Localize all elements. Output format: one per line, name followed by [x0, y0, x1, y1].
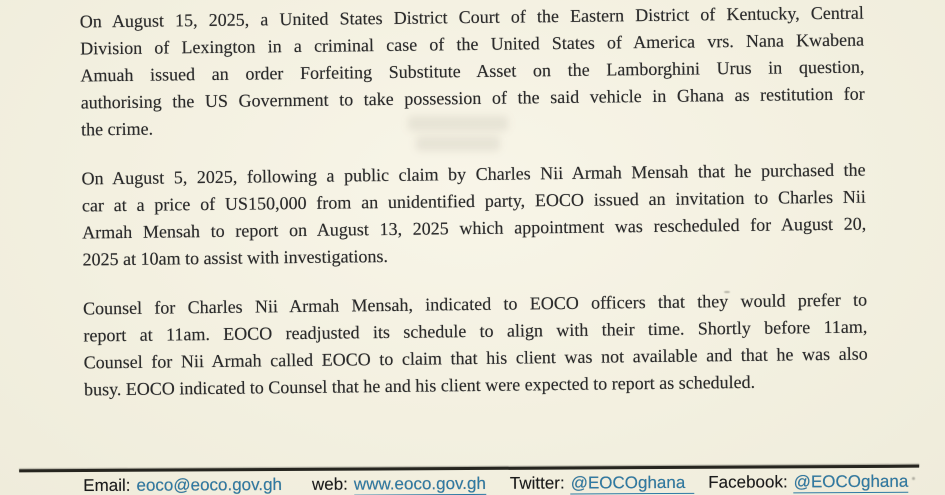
footer-facebook: [708, 471, 908, 494]
twitter-link[interactable]: @EOCOghana: [571, 472, 695, 495]
footer-twitter: [510, 472, 695, 495]
text-line: 2025 at 10am to assist with investigations.: [82, 245, 389, 270]
facebook-label: Facebook:: [708, 472, 788, 492]
text-line: Division of Lexington in a criminal case of the United States of America vrs. Nana Kwabena: [80, 29, 865, 59]
text-line: the crime.: [80, 118, 154, 140]
twitter-label: Twitter:: [509, 473, 565, 493]
text-line: On August 5, 2025, following a public claim by Charles Nii Armah Mensah that he purchased the: [81, 159, 866, 189]
text-line: Armah Mensah to report on August 13, 2025 which appointment was rescheduled for August 20,: [82, 213, 867, 243]
text-line: busy. EOCO indicated to Counsel that he and his client were expected to report as scheduled.: [83, 371, 756, 400]
web-link[interactable]: www.eoco.gov.gh: [353, 473, 486, 494]
facebook-link[interactable]: @EOCOghana: [793, 471, 909, 492]
text-line: authorising the US Government to take possession of the said vehicle in Ghana as restitution for: [80, 83, 865, 113]
text-line: report at 11am. EOCO readjusted its schedule to align with their time. Shortly before 11am,: [83, 316, 868, 346]
text-line: car at a price of US150,000 from an unidentified party, EOCO issued an invitation to Charles Nii: [81, 186, 866, 216]
email-link[interactable]: eoco@eoco.gov.gh: [136, 475, 283, 495]
web-label: web:: [311, 474, 348, 494]
footer-web: [312, 473, 486, 495]
text-line: Amuah issued an order Forfeiting Substitute Asset on the Lamborghini Urus in question,: [80, 56, 865, 86]
footer-contact-line: [83, 471, 909, 495]
text-line: Counsel for Nii Armah called EOCO to claim that his client was not available and that he was also: [83, 343, 868, 373]
footer-email: [83, 474, 282, 495]
email-label: Email:: [83, 475, 131, 495]
text-line: Counsel for Charles Nii Armah Mensah, indicated to EOCO officers that they would prefer to: [82, 289, 868, 319]
text-line: On August 15, 2025, a United States District Court of the Eastern District of Kentucky, Central: [79, 2, 864, 32]
